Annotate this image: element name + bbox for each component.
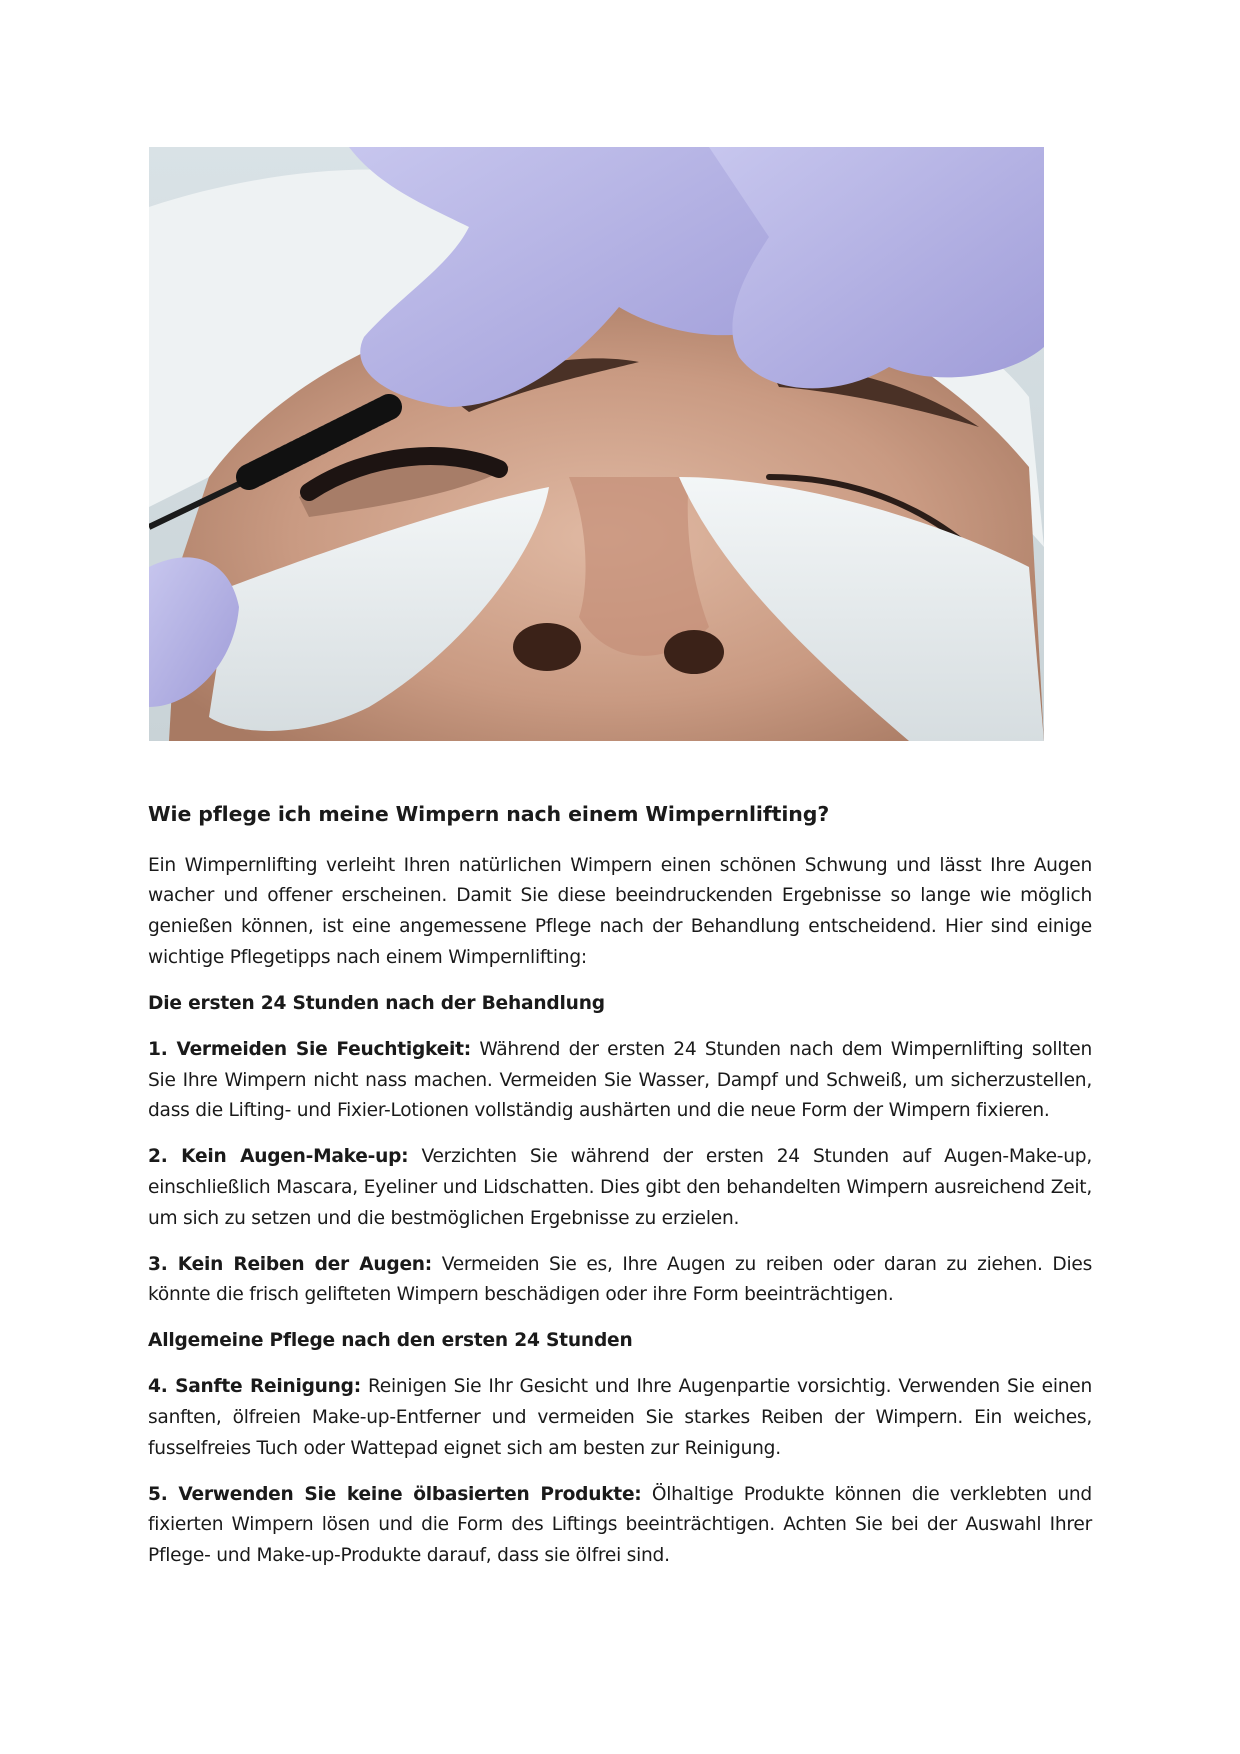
tip-text: Vermeiden Sie es, Ihre Augen zu reiben oder daran zu ziehen. Dies könnte die frisch gelifteten Wimpern beschädigen oder ihre Form beeinträchtigen.	[148, 1253, 1093, 1306]
tip-paragraph	[148, 1142, 1092, 1234]
tip-text: Während der ersten 24 Stunden nach dem Wimpernlifting sollten Sie Ihre Wimpern nicht nass machen. Vermeiden Sie Wasser, Dampf und Schweiß, um sicherzustellen, dass die Lifting- und Fixier-Lotionen vollständig aushärten und die neue Form der Wimpern fixieren.	[148, 1038, 1092, 1122]
section-heading-first-24h: Die ersten 24 Stunden nach der Behandlung	[148, 992, 605, 1014]
lash-lift-illustration	[149, 147, 1044, 741]
tip-text: Verzichten Sie während der ersten 24 Stunden auf Augen-Make-up, einschließlich Mascara, Eyeliner und Lidschatten. Dies gibt den behandelten Wimpern ausreichend Zeit, um sich zu setzen und die bestmöglichen Ergebnisse zu erzielen.	[148, 1146, 1093, 1229]
tip-text: Reinigen Sie Ihr Gesicht und Ihre Augenpartie vorsichtig. Verwenden Sie einen sanften, ölfreien Make-up-Entferner und vermeiden Sie starkes Reiben der Wimpern. Ein weiches, fusselfreies Tuch oder Wattepad eignet sich am besten zur Reinigung.	[148, 1376, 1092, 1459]
section-heading-general-care: Allgemeine Pflege nach den ersten 24 Stunden	[148, 1330, 633, 1352]
tip-title: 3. Kein Reiben der Augen:	[148, 1253, 432, 1275]
article	[148, 802, 1092, 1587]
intro-paragraph: Ein Wimpernlifting verleiht Ihren natürlichen Wimpern einen schönen Schwung und lässt Ihre Augen wacher und offener erscheinen. Damit Sie diese beeindruckenden Ergebnisse so lange wie möglich genießen können, ist eine angemessene Pflege nach der Behandlung entscheidend. Hier sind einige wichtige Pflegetipps nach einem Wimpernlifting:	[148, 854, 1092, 968]
tip-title: 5. Verwenden Sie keine ölbasierten Produkte:	[148, 1483, 642, 1505]
lash-lift-photo	[149, 147, 1044, 741]
article-heading: Wie pflege ich meine Wimpern nach einem Wimpernlifting?	[148, 802, 830, 826]
tip-title: 4. Sanfte Reinigung:	[148, 1376, 361, 1398]
tip-title: 1. Vermeiden Sie Feuchtigkeit:	[148, 1038, 471, 1060]
tip-title: 2. Kein Augen-Make-up:	[148, 1146, 409, 1168]
tip-paragraph	[148, 1480, 1092, 1572]
tip-paragraph	[148, 1372, 1092, 1464]
tip-text: Ölhaltige Produkte können die verklebten und fixierten Wimpern lösen und die Form des Liftings beeinträchtigen. Achten Sie bei der Auswahl Ihrer Pflege- und Make-up-Produkte darauf, dass sie ölfrei sind.	[148, 1483, 1092, 1567]
tip-paragraph	[148, 1250, 1092, 1312]
tip-paragraph	[148, 1035, 1092, 1127]
